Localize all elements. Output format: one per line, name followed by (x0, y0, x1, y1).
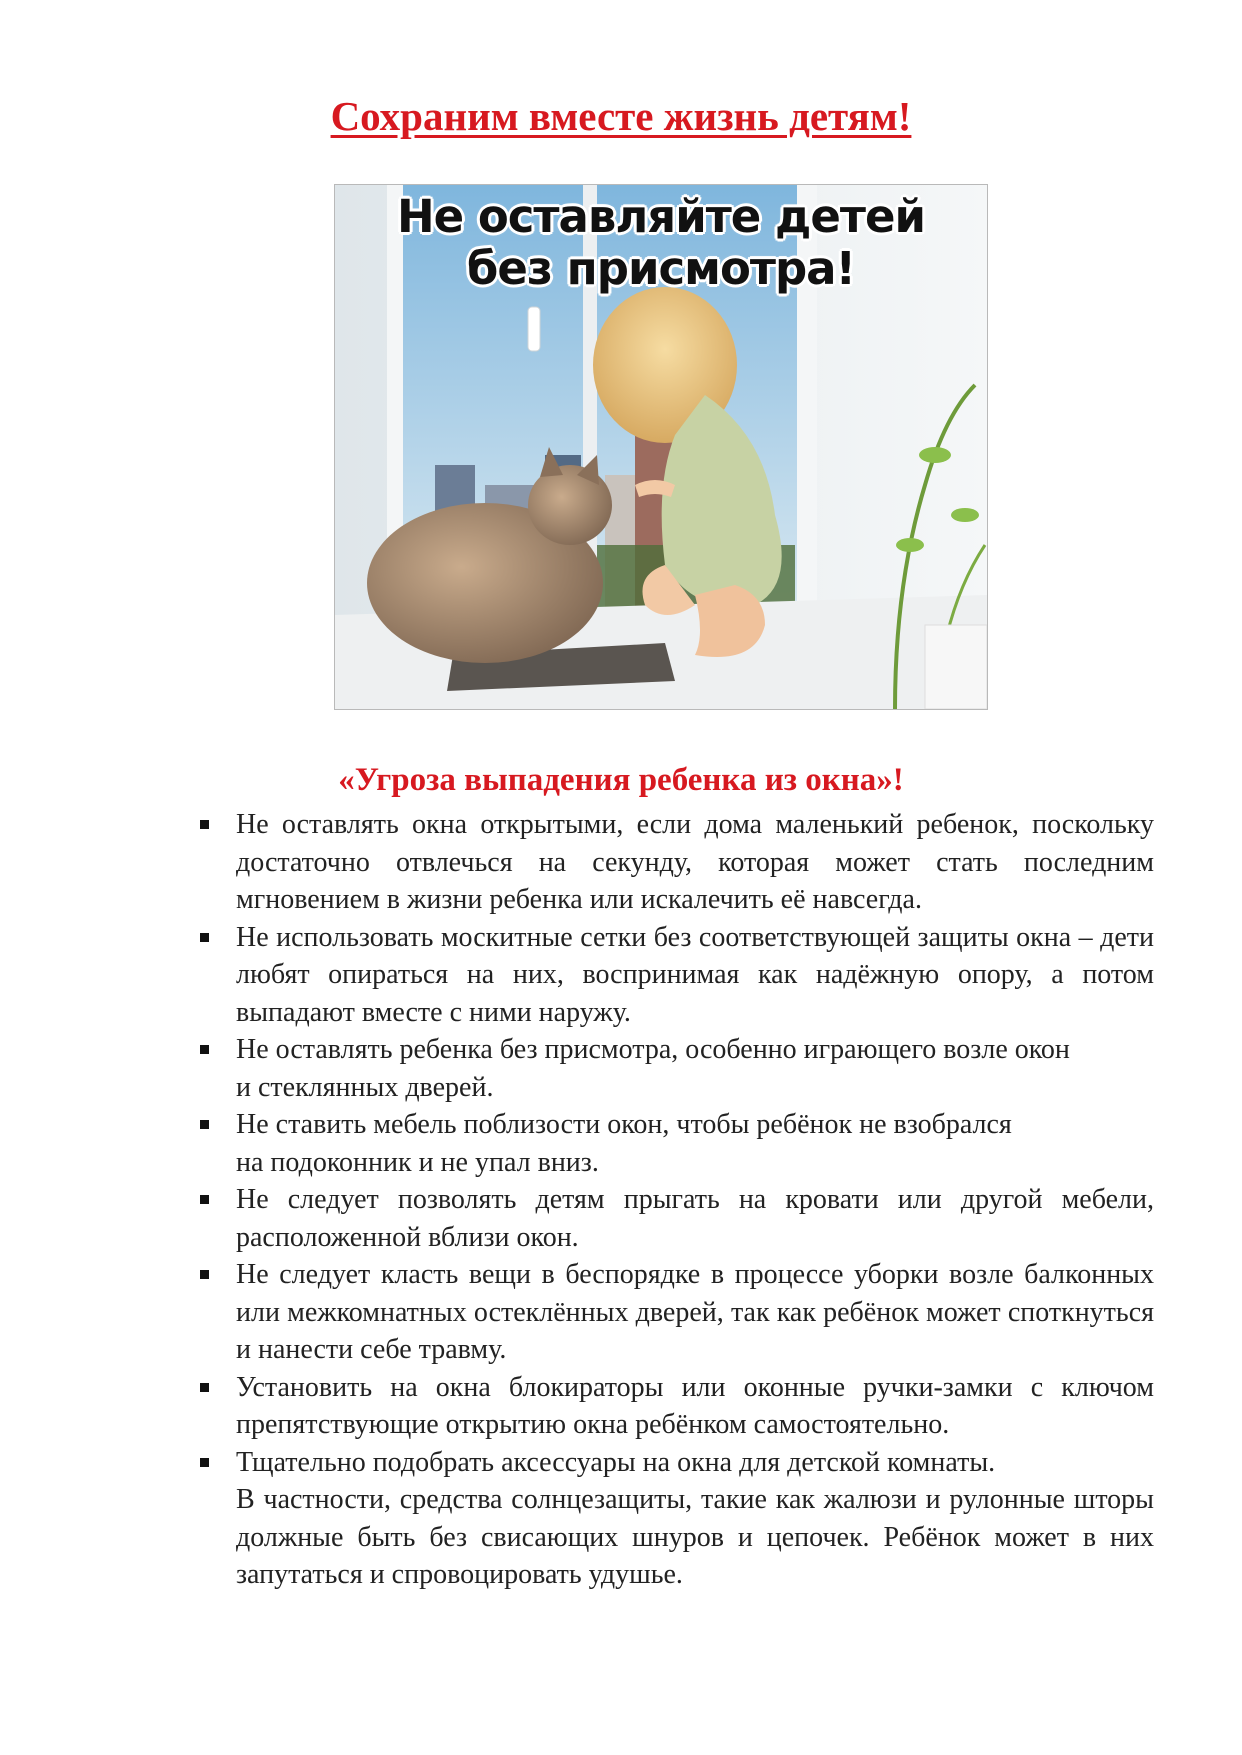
list-item: Не использовать москитные сетки без соответствующей защиты окна – дети любят опираться на них, воспринимая как надёжную опору, а потом выпадают вместе с ними наружу. (200, 919, 1154, 1032)
bullet-icon (200, 933, 209, 942)
list-item: Не оставлять окна открытыми, если дома маленький ребенок, поскольку достаточно отвлечься на секунду, которая может стать последним мгновением в жизни ребенка или искалечить её навсегда. (200, 806, 1154, 919)
bullet-icon (200, 1195, 209, 1204)
poster-headline: Не оставляйте детей без присмотра! (396, 190, 925, 295)
list-item: Установить на окна блокираторы или оконные ручки-замки с ключом препятствующие открытию окна ребёнком самостоятельно. (200, 1369, 1154, 1444)
bullet-icon (200, 1045, 209, 1054)
bullet-icon (200, 1383, 209, 1392)
bullet-icon (200, 1458, 209, 1467)
bullet-icon (200, 1270, 209, 1279)
page-title: Сохраним вместе жизнь детям! (330, 93, 912, 139)
section-heading: «Угроза выпадения ребенка из окна»! (338, 762, 904, 798)
list-item: Не следует позволять детям прыгать на кровати или другой мебели, расположенной вблизи окон. (200, 1181, 1154, 1256)
bullet-icon (200, 820, 209, 829)
list-item: Не следует класть вещи в беспорядке в процессе уборки возле балконных или межкомнатных остеклённых дверей, так как ребёнок может споткнуться и нанести себе травму. (200, 1256, 1154, 1369)
list-item: Не оставлять ребенка без присмотра, особенно играющего возле окон и стеклянных дверей. (200, 1031, 1154, 1106)
bullet-icon (200, 1120, 209, 1129)
list-item: Не ставить мебель поблизости окон, чтобы ребёнок не взобрался на подоконник и не упал вниз. (200, 1106, 1154, 1181)
list-item: Тщательно подобрать аксессуары на окна для детской комнаты. В частности, средства солнцезащиты, такие как жалюзи и рулонные шторы должные быть без свисающих шнуров и цепочек. Ребёнок может в них запутаться и спровоцировать удушье. (200, 1444, 1154, 1594)
safety-rules-list (200, 806, 1154, 1594)
poster-image (334, 184, 988, 710)
